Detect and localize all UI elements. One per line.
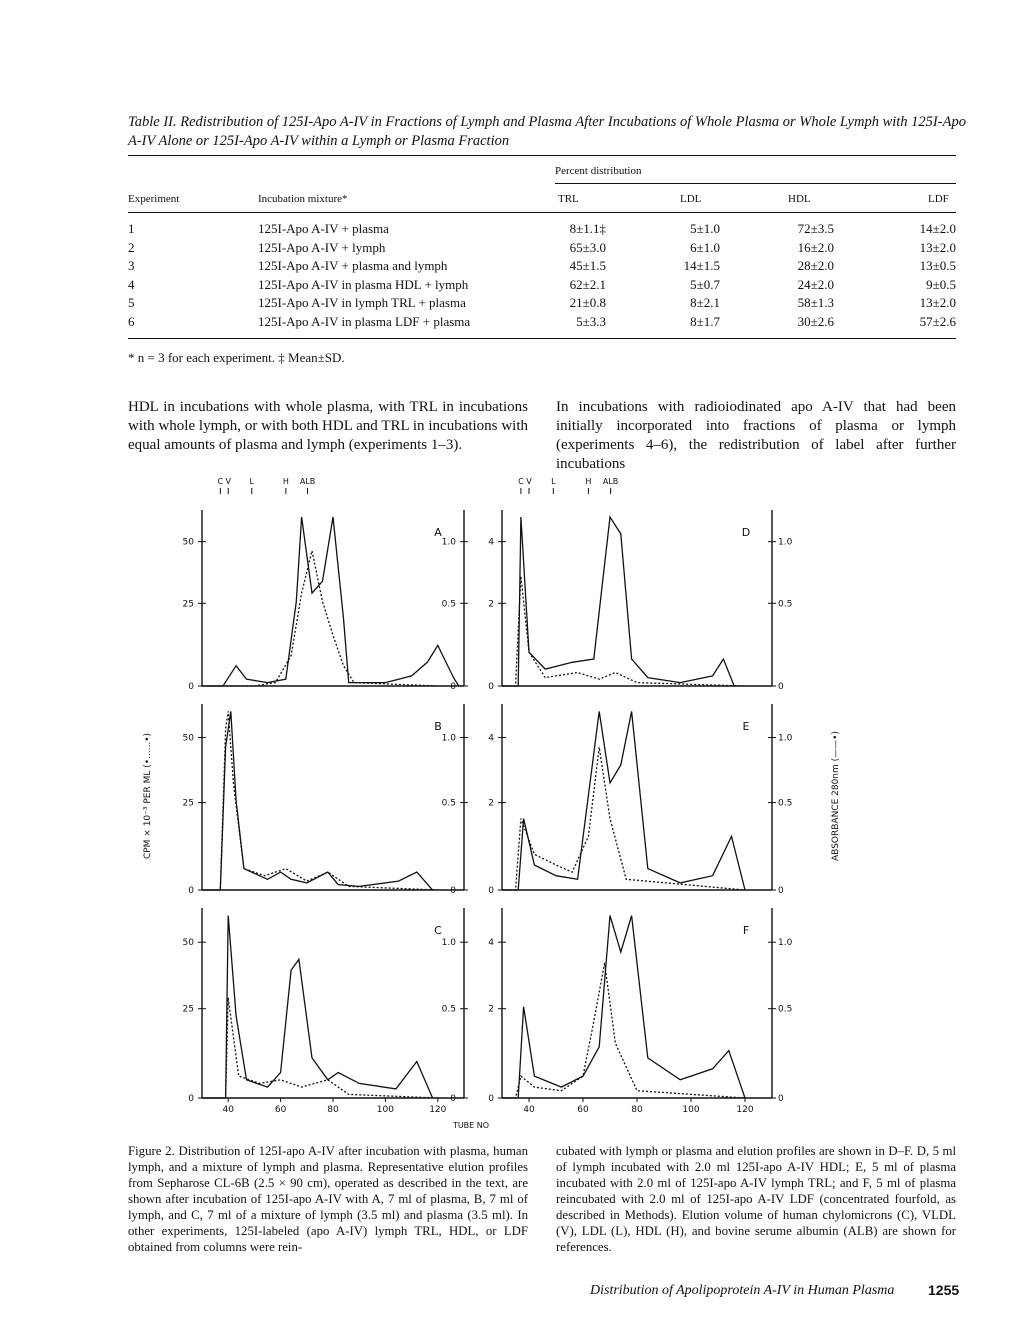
right-axis-tick-label: 1.0 xyxy=(778,733,793,744)
right-axis-tick-label: 0 xyxy=(778,682,784,692)
right-axis-tick-label: 0 xyxy=(450,1094,456,1104)
table-cell-ldf: 13±2.0 xyxy=(919,239,956,255)
left-axis-title: CPM × 10⁻³ PER ML (•......•) xyxy=(143,732,153,860)
table-cell-hdl: 16±2.0 xyxy=(797,239,834,255)
page-number: 1255 xyxy=(928,1282,960,1298)
col-header-experiment: Experiment xyxy=(128,193,180,205)
left-axis-tick-label: 2 xyxy=(488,1004,494,1015)
table-caption-label: Table II. xyxy=(128,114,177,130)
reference-marker-label: V xyxy=(225,477,231,486)
table-cell-mixture: 125I-Apo A-IV + plasma and lymph xyxy=(258,258,448,273)
table-caption xyxy=(128,113,968,151)
left-axis-tick-label: 50 xyxy=(182,733,194,744)
right-axis-tick-label: 0.5 xyxy=(778,599,793,610)
table-cell-ldl: 8±1.7 xyxy=(690,313,720,329)
table-cell-mixture: 125I-Apo A-IV in lymph TRL + plasma xyxy=(258,295,466,310)
table-cell-ldf: 57±2.6 xyxy=(919,313,956,329)
radioactivity-curve xyxy=(502,747,745,890)
panel-label: F xyxy=(742,924,750,937)
table-cell-experiment: 6 xyxy=(128,313,135,329)
panel-label: A xyxy=(434,526,442,539)
table-cell-ldl: 6±1.0 xyxy=(690,239,720,255)
left-axis-tick-label: 0 xyxy=(188,682,194,692)
left-axis-tick-label: 0 xyxy=(188,886,194,896)
panel-label: C xyxy=(434,924,442,937)
col-header-trl: TRL xyxy=(558,193,579,205)
left-axis-tick-label: 25 xyxy=(182,1004,194,1015)
figure-2 xyxy=(120,476,980,1136)
left-axis-tick-label: 0 xyxy=(488,682,494,692)
radioactivity-curve xyxy=(202,998,438,1098)
radioactivity-curve xyxy=(202,711,438,890)
figure-2-graphic xyxy=(120,476,980,1136)
x-axis-tick-label: 60 xyxy=(577,1105,589,1115)
table-cell-hdl: 28±2.0 xyxy=(797,258,834,273)
panel-label: B xyxy=(434,720,442,733)
col-header-mixture: Incubation mixture* xyxy=(258,193,348,205)
table-cell-trl: 21±0.8 xyxy=(569,295,606,310)
reference-marker-label: C xyxy=(518,477,524,486)
x-axis-tick-label: 40 xyxy=(222,1105,234,1115)
table-cell-mixture: 125I-Apo A-IV + plasma xyxy=(258,221,389,236)
body-text-left: HDL in incubations with whole plasma, with TRL in incubations with whole lymph, or with both HDL and TRL in incubations with equal amounts of plasma and lymph (experiments 1–3). xyxy=(128,399,528,453)
right-axis-tick-label: 1.0 xyxy=(778,537,793,548)
table-cell-experiment: 1 xyxy=(128,221,135,236)
right-axis-tick-label: 0.5 xyxy=(778,798,793,809)
radioactivity-curve xyxy=(502,576,745,686)
reference-marker-label: L xyxy=(551,477,556,486)
x-axis-tick-label: 80 xyxy=(631,1105,643,1115)
reference-marker-label: V xyxy=(526,477,532,486)
x-axis-tick-label: 120 xyxy=(429,1105,447,1115)
figure-caption-left: Figure 2. Distribution of 125I-apo A-IV after incubation with plasma, human lymph, and a mixture of lymph and plasma. Representative elution profiles from Sepharose CL-6B (2.5 × 90 cm), operated as described in the text, are shown after incubation of 125I-apo A-IV with A, 7 ml of plasma, B, 7 ml of lymph, and C, 7 ml of a mixture of lymph (3.5 ml) and plasma (3.5 ml). In other experiments, 125I-labeled (apo A-IV) lymph TRL, HDL, or LDF obtained from columns were rein- xyxy=(128,1144,528,1254)
x-axis-tick-label: 100 xyxy=(682,1105,700,1115)
table-cell-hdl: 58±1.3 xyxy=(797,295,834,310)
table-cell-mixture: 125I-Apo A-IV + lymph xyxy=(258,239,386,255)
table-caption-text: Redistribution of 125I-Apo A-IV in Fractions of Lymph and Plasma After Incubations of Whole Plasma or Whole Lymph with 125I-Apo A-IV Alone or 125I-Apo A-IV within a Lymph or Plasma Fraction xyxy=(128,114,966,149)
table-footnote: * n = 3 for each experiment. ‡ Mean±SD. xyxy=(128,350,345,365)
reference-marker-label: H xyxy=(585,477,592,486)
table-cell-trl: 65±3.0 xyxy=(569,239,606,255)
table-group-header: Percent distribution xyxy=(555,165,642,177)
col-header-hdl: HDL xyxy=(788,193,811,205)
table-cell-ldf: 13±2.0 xyxy=(919,295,956,310)
x-axis-title: TUBE NO xyxy=(452,1121,490,1130)
left-axis-tick-label: 50 xyxy=(182,938,194,949)
left-axis-tick-label: 4 xyxy=(488,938,494,949)
x-axis-tick-label: 40 xyxy=(523,1105,535,1115)
table-cell-trl: 45±1.5 xyxy=(569,258,606,273)
reference-marker-label: L xyxy=(249,477,255,486)
right-axis-tick-label: 0.5 xyxy=(441,1004,456,1015)
x-axis-tick-label: 100 xyxy=(376,1105,394,1115)
reference-marker-label: ALB xyxy=(299,477,316,486)
right-axis-tick-label: 0 xyxy=(778,886,784,896)
left-axis-tick-label: 50 xyxy=(182,537,194,548)
right-axis-tick-label: 0.5 xyxy=(441,599,456,610)
reference-marker-label: H xyxy=(282,477,289,486)
absorbance-curve xyxy=(502,517,734,686)
absorbance-curve xyxy=(202,517,459,686)
table-cell-hdl: 30±2.6 xyxy=(797,313,834,329)
right-axis-tick-label: 0 xyxy=(778,1094,784,1104)
table-cell-trl: 62±2.1 xyxy=(569,276,606,292)
col-header-ldl: LDL xyxy=(680,193,702,205)
left-axis-tick-label: 0 xyxy=(188,1094,194,1104)
table-cell-ldl: 5±0.7 xyxy=(690,276,720,292)
reference-marker-label: C xyxy=(217,477,224,486)
table-cell-ldf: 9±0.5 xyxy=(926,276,956,292)
table-cell-mixture: 125I-Apo A-IV in plasma LDF + plasma xyxy=(258,313,471,329)
radioactivity-curve xyxy=(202,551,438,686)
right-axis-tick-label: 0 xyxy=(450,682,456,692)
body-text-right: In incubations with radioiodinated apo A-IV that had been initially incorporated into fractions of plasma or lymph (experiments 4–6), the redistribution of label after further incubations xyxy=(556,399,956,472)
table-cell-ldl: 14±1.5 xyxy=(683,258,720,273)
right-axis-tick-label: 1.0 xyxy=(441,537,456,548)
right-axis-tick-label: 0.5 xyxy=(441,798,456,809)
left-axis-tick-label: 4 xyxy=(488,537,494,548)
absorbance-curve xyxy=(502,916,745,1098)
table-cell-ldf: 14±2.0 xyxy=(919,221,956,236)
x-axis-tick-label: 60 xyxy=(274,1105,287,1115)
right-axis-tick-label: 1.0 xyxy=(441,938,456,949)
absorbance-curve xyxy=(502,711,745,890)
right-axis-tick-label: 0.5 xyxy=(778,1004,793,1015)
right-axis-tick-label: 0 xyxy=(450,886,456,896)
table-cell-experiment: 4 xyxy=(128,276,135,292)
right-axis-tick-label: 1.0 xyxy=(441,733,456,744)
table-cell-experiment: 3 xyxy=(128,258,135,273)
table-cell-experiment: 5 xyxy=(128,295,135,310)
reference-marker-label: ALB xyxy=(602,477,619,486)
running-head: Distribution of Apolipoprotein A-IV in Human Plasma xyxy=(590,1283,895,1298)
absorbance-curve xyxy=(202,711,433,890)
figure-caption-right: cubated with lymph or plasma and elution profiles are shown in D–F. D, 5 ml of lymph incubated with 2.0 ml 125I-apo A-IV HDL; E, 5 ml of plasma incubated with 2.0 ml of 125I-apo A-IV lymph TRL; and F, 5 ml of plasma reincubated with 2.0 ml of 125I-apo A-IV LDF (concentrated fourfold, as described in Methods). Elution volume of human chylomicrons (C), VLDL (V), LDL (L), HDL (H), and bovine serume albumin (ALB) are shown for references. xyxy=(556,1144,956,1254)
absorbance-curve xyxy=(202,916,433,1098)
table-cell-trl: 8±1.1‡ xyxy=(569,221,606,236)
panel-label: D xyxy=(741,526,751,539)
left-axis-tick-label: 2 xyxy=(488,599,494,610)
table-cell-hdl: 24±2.0 xyxy=(797,276,834,292)
table-cell-ldf: 13±0.5 xyxy=(919,258,956,273)
left-axis-tick-label: 25 xyxy=(182,798,194,809)
right-axis-tick-label: 1.0 xyxy=(778,938,793,949)
left-axis-tick-label: 0 xyxy=(488,1094,494,1104)
table-cell-ldl: 5±1.0 xyxy=(690,221,720,236)
table-cell-trl: 5±3.3 xyxy=(576,313,606,329)
col-header-ldf: LDF xyxy=(928,193,949,205)
x-axis-tick-label: 80 xyxy=(327,1105,339,1115)
left-axis-tick-label: 2 xyxy=(488,798,494,809)
table-cell-mixture: 125I-Apo A-IV in plasma HDL + lymph xyxy=(258,276,469,292)
left-axis-tick-label: 25 xyxy=(182,599,194,610)
table-cell-experiment: 2 xyxy=(128,239,135,255)
x-axis-tick-label: 120 xyxy=(736,1105,754,1115)
left-axis-tick-label: 4 xyxy=(488,733,494,744)
table-cell-hdl: 72±3.5 xyxy=(797,221,834,236)
table-cell-ldl: 8±2.1 xyxy=(690,295,720,310)
left-axis-tick-label: 0 xyxy=(488,886,494,896)
panel-label: E xyxy=(742,720,750,733)
right-axis-title: ABSORBANCE 280nm (——•) xyxy=(831,731,841,861)
